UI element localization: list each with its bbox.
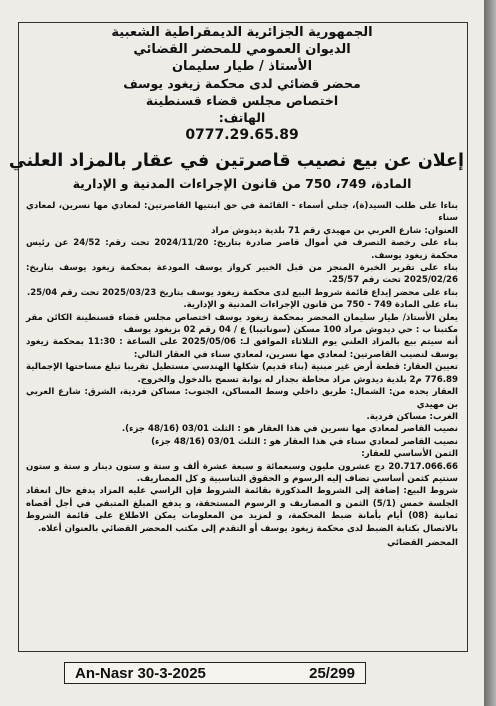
paragraph: بناء على المادة 749 - 750 من قانون الإجراءات المدنية و الإدارية. bbox=[183, 300, 458, 311]
paragraph: تعيين العقار: قطعة أرض غير مبنية (بناء قديم) شكلها الهندسي مستطيل تقريبا تبلغ مساحتها الإجمالية 776.89 م2 بلدية ديدوش مراد محاطة بجدار له بوابة تسمح بالدخول والخروج. bbox=[26, 362, 458, 385]
paragraph: يعلن الأستاذ/ طيار سليمان المحضر بمحكمة زيغود يوسف اختصاص مجلس قضاء قسنطينة الكائن مقر مكتبنا ب : حي ديدوش مراد 100 مسكن (سوناتيبا) ع / 04 رقم 02 بزيغود يوسف bbox=[26, 312, 458, 336]
announcement-content bbox=[8, 24, 464, 648]
paragraph: الثمن الأساسي للعقار: bbox=[361, 449, 458, 460]
header-republic: الجمهورية الجزائرية الديمقراطية الشعبية bbox=[111, 25, 373, 40]
paragraph: العنوان: شارع العربي بن مهيدي رقم 71 بلدية ديدوش مراد bbox=[211, 225, 458, 236]
paragraph: بناءا على طلب السيد(ة)، جنلي أسماء - القائمة في حق ابنتيها القاصرتين: لمعادي مها نسرين، لمعادي سناء bbox=[26, 201, 458, 224]
paragraph: شروط البيع: إضافة إلى الشروط المذكورة بقائمة الشروط فإن الراسي عليه المزاد يدفع حال انعقاد الجلسة خمس (5/1) الثمن و المصاريف و الرسوم المستحقة، و يدفع المبلغ المتبقي في أجل أقصاه ثمانية (08) أيام بأمانة ضبط المحكمة، و لمزيد من المعلومات يمكن الاطلاع على قائمة الشروط بالاتصال بكتابة الضبط لدى محكمة زيغود يوسف أو التقدم إلى مكتب المحضر القضائي بالعنوان أعلاه. bbox=[26, 486, 458, 534]
page-edge bbox=[484, 0, 496, 706]
paragraph: بناء على تقرير الخبرة المنجز من قبل الخبير كرواز يوسف المودعة بمحكمة زيغود يوسف بتاريخ: 2025/02/26 تحت رقم 25/57. bbox=[26, 263, 458, 286]
header-jurisdiction: اختصاص مجلس قضاء قسنطينة bbox=[145, 93, 339, 108]
paragraph: 20.717.066.66 دج عشرون مليون وسبعمائة و سبعة عشرة ألف و ستة و ستون دينار و ستة و ستون سنتيم كثمن أساسي تضاف إليه الرسوم و الحقوق التناسبية و كل المصاريف. bbox=[26, 461, 458, 484]
header-phone-label: الهاتف: bbox=[218, 110, 266, 125]
header-lawyer: الأستاذ / طيار سليمان bbox=[171, 59, 313, 74]
paragraph: بناء على رخصة التصرف في أموال قاصر صادرة بتاريخ: 2024/11/20 تحت رقم: 24/52 عن رئيس محكمة زيغود يوسف. bbox=[26, 238, 459, 261]
footer-newspaper: An-Nasr 30-3-2025 bbox=[75, 664, 206, 682]
footer-ref-cell bbox=[309, 665, 355, 682]
paragraph: الغرب: مساكن فردية. bbox=[366, 411, 458, 422]
announcement-subtitle: المادة، 749، 750 من قانون الإجراءات المدنية و الإدارية bbox=[72, 176, 412, 191]
header-bailiff: محضر قضائي لدى محكمة زيغود يوسف bbox=[123, 76, 361, 91]
announcement-body bbox=[20, 200, 464, 535]
footer-newspaper-cell bbox=[75, 662, 225, 684]
footer-ref: 25/299 bbox=[309, 664, 355, 682]
paragraph: نصيب القاصر لمعادي سناء في هذا العقار هو : الثلث 03/01 (48/16 جزء) bbox=[151, 436, 458, 447]
paragraph: أنه سيتم بيع بالمزاد العلني يوم الثلاثاء الموافق لـ: 2025/05/06 على الساعة : 11:30 بمحكمة زيغود يوسف لنصيب القاصرتين: لمعادي مها نسرين، لمعادي سناء في العقار التالي: bbox=[26, 337, 458, 360]
header-block bbox=[20, 24, 464, 144]
paragraph: العقار يحده من: الشمال: طريق داخلي وسط المساكن، الجنوب: مساكن فردية، الشرق: شارع العربي بن مهيدي bbox=[26, 387, 458, 410]
paragraph: نصيب القاصر لمعادي مها نسرين في هذا العقار هو : الثلث 03/01 (48/16 جزء). bbox=[121, 424, 458, 435]
header-phone: 0777.29.65.89 bbox=[185, 127, 299, 143]
signature: المحضر القضائي bbox=[387, 537, 458, 548]
announcement-title: إعلان عن بيع نصيب قاصرتين في عقار بالمزاد العلني bbox=[8, 151, 464, 171]
paragraph: بناء على محضر إيداع قائمة شروط البيع لدى محكمة زيغود يوسف بتاريخ 2025/03/23 تحت رقم 25/04. bbox=[26, 287, 458, 298]
footer-bar bbox=[64, 662, 366, 684]
header-office: الديوان العمومي للمحضر القضائي bbox=[133, 42, 351, 57]
